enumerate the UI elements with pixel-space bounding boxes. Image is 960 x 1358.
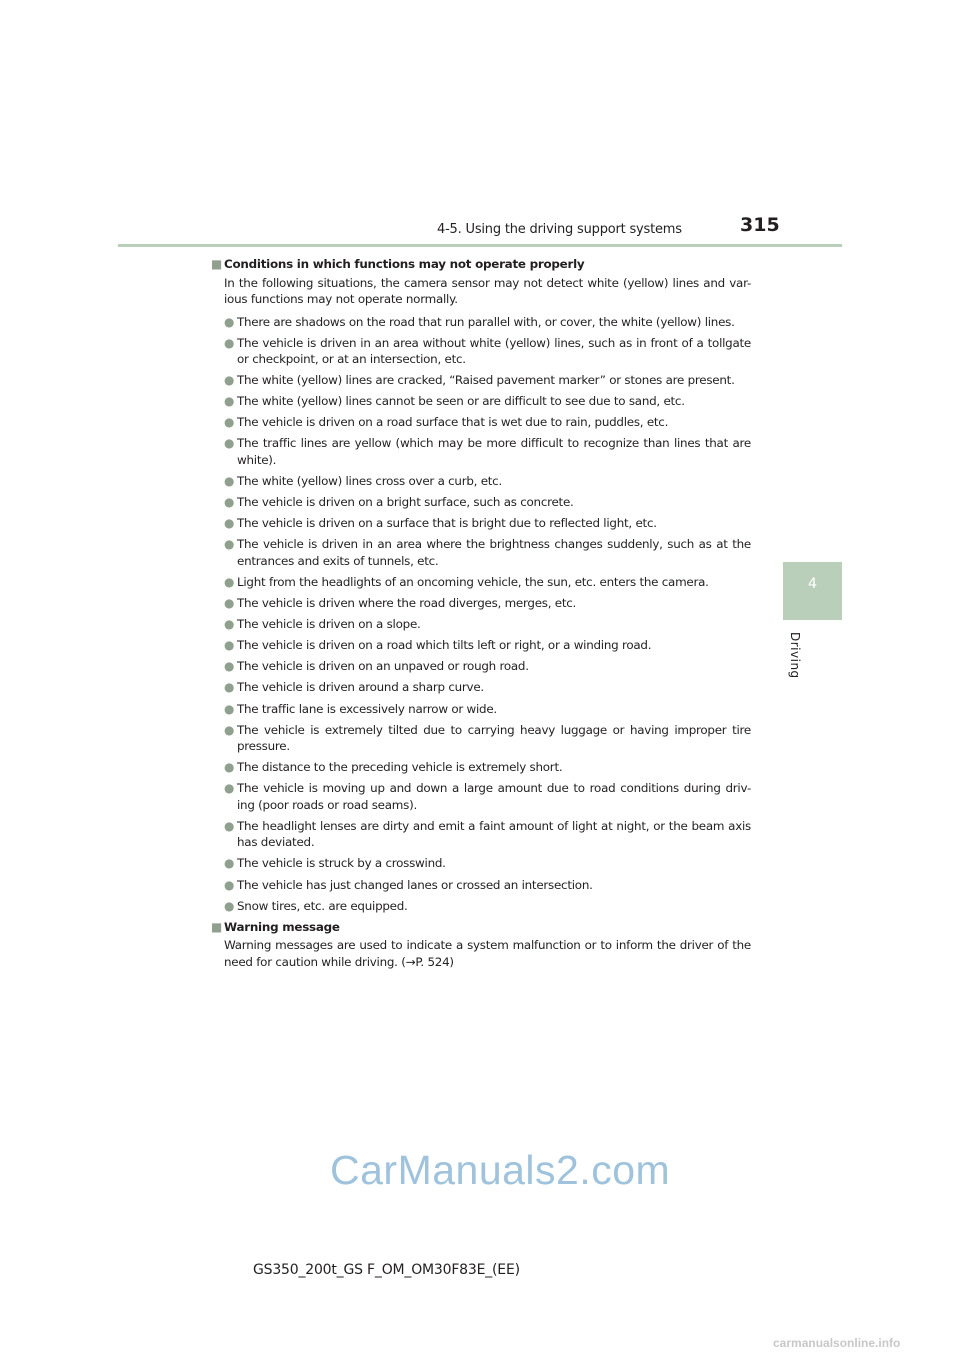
list-item-text: The vehicle is driven on an unpaved or rough road. xyxy=(237,659,529,674)
list-item xyxy=(224,473,751,490)
bullet-dot-icon: ● xyxy=(224,314,235,329)
list-item-text: The traffic lines are yellow (which may be more difficult to recognize than lines that are white). xyxy=(237,436,751,467)
bullet-dot-icon: ● xyxy=(224,877,235,892)
list-item xyxy=(224,595,751,612)
chapter-tab xyxy=(783,562,842,620)
section-heading xyxy=(211,919,751,936)
bullet-dot-icon: ● xyxy=(224,596,235,611)
list-item xyxy=(224,679,751,696)
list-item-text: The vehicle is driven in an area without white (yellow) lines, such as in front of a tollgate or checkpoint, or at an intersection, etc. xyxy=(237,335,751,367)
list-item xyxy=(224,818,751,851)
section-title: 4-5. Using the driving support systems xyxy=(437,222,682,237)
list-item-text: The vehicle is driven around a sharp curve. xyxy=(237,680,484,695)
square-bullet-icon: ■ xyxy=(211,257,222,271)
list-item-text: The vehicle has just changed lanes or crossed an intersection. xyxy=(237,877,593,892)
page-content xyxy=(211,256,751,976)
bullet-dot-icon: ● xyxy=(224,680,235,695)
document-code: GS350_200t_GS F_OM_OM30F83E_(EE) xyxy=(253,1262,520,1278)
list-item xyxy=(224,372,751,389)
list-item-text: The vehicle is struck by a crosswind. xyxy=(237,856,446,871)
bullet-dot-icon: ● xyxy=(224,760,235,775)
list-item-text: The distance to the preceding vehicle is extremely short. xyxy=(237,760,563,775)
page-number: 315 xyxy=(740,214,780,236)
section-heading-text: Warning message xyxy=(224,919,340,934)
bullet-dot-icon: ● xyxy=(224,436,235,451)
list-item-text: The vehicle is driven on a road which tilts left or right, or a winding road. xyxy=(237,638,652,653)
list-item xyxy=(224,335,751,368)
header-divider xyxy=(118,244,842,247)
list-item-text: The vehicle is extremely tilted due to carrying heavy luggage or having improper tire pressure. xyxy=(237,722,751,754)
list-item xyxy=(224,759,751,776)
bullet-dot-icon: ● xyxy=(224,335,235,350)
list-item-text: The traffic lane is excessively narrow or wide. xyxy=(237,701,497,716)
bullet-dot-icon: ● xyxy=(224,516,235,531)
bullet-dot-icon: ● xyxy=(224,898,235,913)
list-item xyxy=(224,574,751,591)
list-item-text: There are shadows on the road that run parallel with, or cover, the white (yellow) lines. xyxy=(237,314,735,329)
bullet-dot-icon: ● xyxy=(224,856,235,871)
list-item xyxy=(224,616,751,633)
list-item xyxy=(224,515,751,532)
list-item-text: The vehicle is driven on a bright surface, such as concrete. xyxy=(237,495,574,510)
list-item-text: The vehicle is driven on a road surface that is wet due to rain, puddles, etc. xyxy=(237,415,669,430)
list-item-text: The white (yellow) lines cross over a curb, etc. xyxy=(237,474,503,489)
chapter-label: Driving xyxy=(788,632,802,679)
condition-list xyxy=(211,314,751,915)
list-item xyxy=(224,722,751,755)
list-item xyxy=(224,855,751,872)
list-item-text: Snow tires, etc. are equipped. xyxy=(237,898,408,913)
site-watermark: carmanualsonline.info xyxy=(773,1336,901,1350)
bullet-dot-icon: ● xyxy=(224,781,235,796)
bullet-dot-icon: ● xyxy=(224,818,235,833)
section-intro: In the following situations, the camera sensor may not detect white (yellow) lines and var- ious functions may not operate normally. xyxy=(224,275,751,306)
list-item xyxy=(224,536,751,569)
bullet-dot-icon: ● xyxy=(224,659,235,674)
page-header xyxy=(0,0,960,250)
section-intro: Warning messages are used to indicate a system malfunction or to inform the driver of the need for caution while driving. (→P. 524) xyxy=(224,938,751,969)
bullet-dot-icon: ● xyxy=(224,474,235,489)
list-item-text: The vehicle is driven on a slope. xyxy=(237,617,421,632)
bullet-dot-icon: ● xyxy=(224,701,235,716)
bullet-dot-icon: ● xyxy=(224,495,235,510)
bullet-dot-icon: ● xyxy=(224,373,235,388)
section-heading-text: Conditions in which functions may not operate properly xyxy=(224,257,585,271)
bullet-dot-icon: ● xyxy=(224,415,235,430)
list-item xyxy=(224,435,751,468)
list-item xyxy=(224,658,751,675)
bullet-dot-icon: ● xyxy=(224,617,235,632)
list-item-text: The vehicle is driven where the road diverges, merges, etc. xyxy=(237,596,577,611)
chapter-number: 4 xyxy=(808,576,817,592)
list-item-text: The white (yellow) lines cannot be seen or are difficult to see due to sand, etc. xyxy=(237,394,685,409)
bullet-dot-icon: ● xyxy=(224,394,235,409)
list-item-text: The vehicle is driven in an area where the brightness changes suddenly, such as at the entrances and exits of tunnels, etc. xyxy=(237,537,751,568)
square-bullet-icon: ■ xyxy=(211,919,222,934)
list-item xyxy=(224,780,751,813)
list-item-text: The headlight lenses are dirty and emit a faint amount of light at night, or the beam axis has deviated. xyxy=(237,818,751,850)
watermark-logo: CarManuals2.com xyxy=(330,1147,671,1193)
list-item xyxy=(224,314,751,331)
bullet-dot-icon: ● xyxy=(224,722,235,737)
list-item xyxy=(224,494,751,511)
list-item xyxy=(224,414,751,431)
list-item xyxy=(224,701,751,718)
list-item xyxy=(224,877,751,894)
list-item-text: Light from the headlights of an oncoming vehicle, the sun, etc. enters the camera. xyxy=(237,574,709,589)
list-item xyxy=(224,637,751,654)
section-heading xyxy=(211,256,751,273)
list-item-text: The vehicle is moving up and down a large amount due to road conditions during driv- ing (poor roads or road seams). xyxy=(237,781,751,812)
list-item xyxy=(224,898,751,915)
list-item-text: The white (yellow) lines are cracked, “Raised pavement marker” or stones are present. xyxy=(237,373,735,388)
list-item xyxy=(224,393,751,410)
list-item-text: The vehicle is driven on a surface that is bright due to reflected light, etc. xyxy=(237,516,657,531)
bullet-dot-icon: ● xyxy=(224,638,235,653)
bullet-dot-icon: ● xyxy=(224,537,235,552)
bullet-dot-icon: ● xyxy=(224,574,235,589)
